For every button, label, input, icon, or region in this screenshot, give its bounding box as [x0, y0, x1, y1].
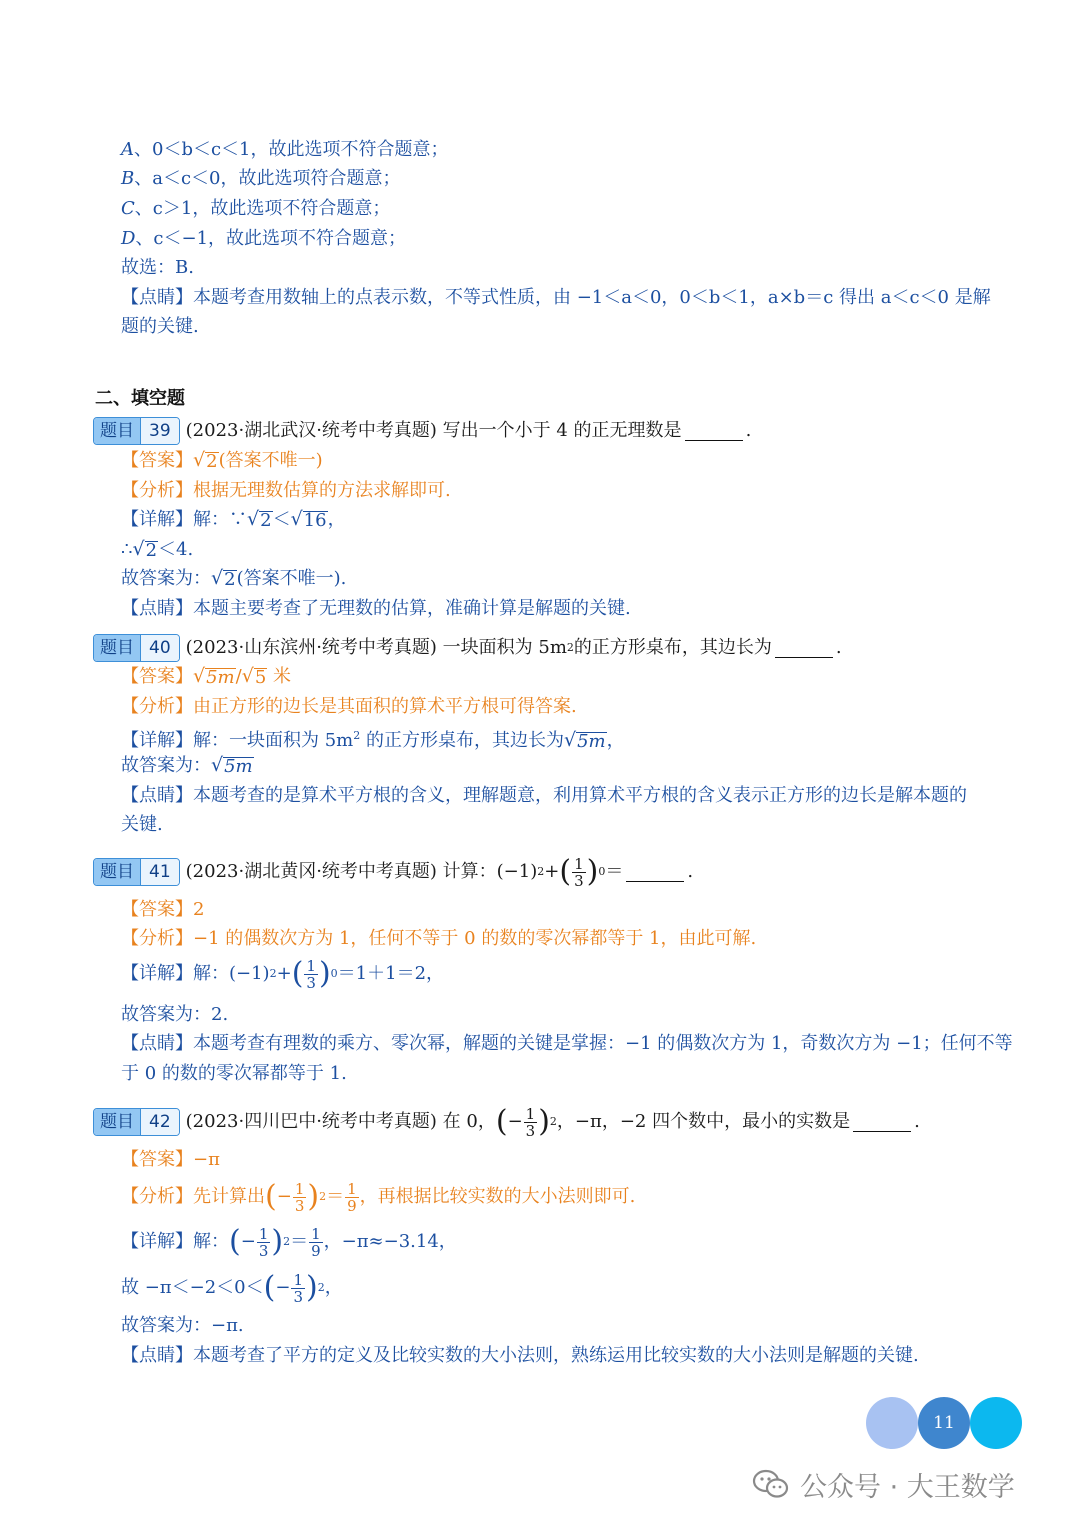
detail-line: ∴ √ 2 ＜4. [121, 538, 194, 561]
option-d-line: D、c＜−1，故此选项不符合题意； [121, 228, 407, 249]
page-number: 11 [933, 1413, 955, 1433]
decor-circle [970, 1397, 1022, 1449]
comment-line: 关键. [121, 814, 163, 835]
question-stem: 题目 41 (2023·湖北黄冈·统考中考真题) 计算：(−1) 2 + ( $\frac{1}{3}$ ) 0 ＝ . [93, 855, 693, 889]
comment-line: 【点睛】本题主要考查了无理数的估算，准确计算是解题的关键. [121, 598, 631, 619]
watermark-text: 公众号 · 大王数学 [800, 1471, 1015, 1503]
question-stem: 题目 39 (2023·湖北武汉·统考中考真题) 写出一个小于 4 的正无理数是 . [93, 417, 751, 445]
detail-line: 【详解】解：(−1) 2 + ( $\frac{1}{3}$ ) 0 ＝1＋1＝2， [121, 956, 445, 992]
final-answer-line: 故答案为： √ 5m [121, 754, 253, 777]
analysis-line: 【分析】由正方形的边长是其面积的算术平方根可得答案. [121, 696, 577, 717]
question-badge: 题目 42 [93, 1108, 180, 1136]
section-title: 二、填空题 [95, 388, 185, 409]
detail-line: 【详解】解： ( − $\frac{1}{3}$ ) 2 ＝ $\frac{1}{9}$ ，−π≈−3.14， [121, 1224, 457, 1260]
comment-line: 【点睛】本题考查的是算术平方根的含义，理解题意，利用算术平方根的含义表示正方形的边长是解本题的 [121, 785, 967, 806]
question-stem: 题目 40 (2023·山东滨州·统考中考真题) 一块面积为 5m 2 的正方形桌布，其边长为 . [93, 634, 842, 662]
comment-line: 于 0 的数的零次幂都等于 1. [121, 1063, 347, 1084]
question-badge: 题目 40 [93, 634, 180, 662]
analysis-line: 【分析】根据无理数估算的方法求解即可. [121, 480, 451, 501]
comment-line: 【点睛】本题考查有理数的乘方、零次幂，解题的关键是掌握：−1 的偶数次方为 1，奇数次方为 −1；任何不等 [121, 1033, 1013, 1054]
answer-line: 【答案】 √ 2 (答案不唯一) [121, 449, 323, 472]
option-a-line: A、0＜b＜c＜1，故此选项不符合题意； [121, 139, 449, 160]
final-answer-line: 故答案为： √ 2 (答案不唯一). [121, 567, 347, 590]
page-number-badge [866, 1397, 1026, 1451]
answer-line: 【答案】2 [121, 899, 205, 920]
final-answer-line: 故答案为：2. [121, 1004, 229, 1025]
watermark [752, 1462, 1015, 1506]
decor-circle [866, 1397, 918, 1449]
option-c-line: C、c＞1，故此选项不符合题意； [121, 198, 391, 219]
wechat-icon [752, 1468, 790, 1500]
final-answer-line: 故答案为：−π. [121, 1315, 244, 1336]
detail-line: 故 −π＜−2＜0＜ ( − $\frac{1}{3}$ ) 2 ， [121, 1270, 343, 1306]
answer-blank [775, 639, 833, 658]
comment-line: 题的关键. [121, 316, 199, 337]
choice-line: 故选：B. [121, 257, 194, 278]
analysis-line: 【分析】−1 的偶数次方为 1，任何不等于 0 的数的零次幂都等于 1，由此可解. [121, 928, 757, 949]
detail-line: 【详解】解：∵ √ 2 ＜ √ 16 ， [121, 508, 346, 531]
option-b-line: B、a＜c＜0，故此选项符合题意； [121, 168, 401, 189]
question-badge: 题目 41 [93, 858, 180, 886]
comment-line: 【点睛】本题考查了平方的定义及比较实数的大小法则，熟练运用比较实数的大小法则是解题的关键. [121, 1345, 919, 1366]
question-badge: 题目 39 [93, 417, 180, 445]
answer-line: 【答案】−π [121, 1149, 220, 1170]
answer-line: 【答案】 √ 5m / √ 5 米 [121, 665, 292, 688]
answer-blank [853, 1113, 911, 1132]
analysis-line: 【分析】先计算出 ( − $\frac{1}{3}$ ) 2 ＝ $\frac{1}{9}$ ，再根据比较实数的大小法则即可. [121, 1179, 636, 1215]
question-stem: 题目 42 (2023·四川巴中·统考中考真题) 在 0， ( − $\frac{1}{3}$ ) 2 ，−π，−2 四个数中，最小的实数是 . [93, 1104, 920, 1140]
answer-blank [626, 863, 684, 882]
detail-line: 【详解】解：一块面积为 $5m^2$ 的正方形桌布，其边长为 √ 5m ， [121, 729, 625, 752]
comment-line: 【点睛】本题考查用数轴上的点表示数，不等式性质，由 −1＜a＜0，0＜b＜1，a×b＝c 得出 a＜c＜0 是解 [121, 287, 991, 308]
answer-blank [685, 422, 743, 441]
